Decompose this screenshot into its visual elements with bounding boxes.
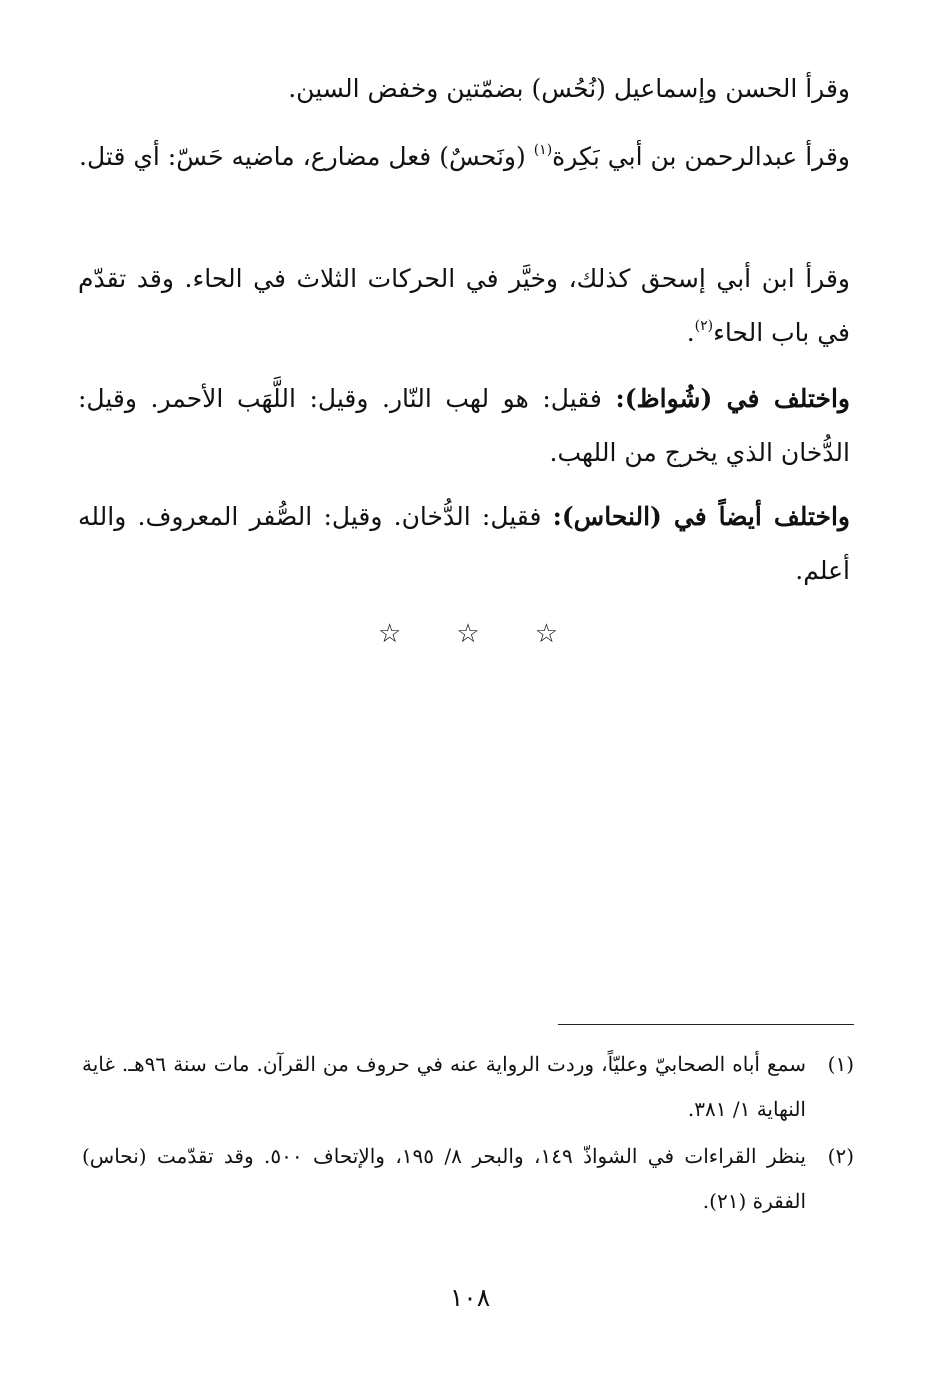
paragraph-1-text: وقرأ الحسن وإسماعيل (نُحُس) بضمّتين وخفض السين. [288,74,850,103]
paragraph-2 [78,130,850,184]
paragraph-3-text-end: . [686,318,695,347]
footnote-2-text: ينظر القراءات في الشواذّ ١٤٩، والبحر ٨/ ١٩٥، والإتحاف ٥٠٠. وقد تقدّمت (نحاس) الفقرة (٢١). [82,1144,806,1213]
paragraph-5-heading: واختلف أيضاً في (النحاس): [552,502,850,531]
star-icon: ☆ [378,619,402,649]
paragraph-3-text-start: وقرأ ابن أبي إسحق كذلك، وخيَّر في الحركات الثلاث في الحاء. وقد تقدّم في باب الحاء [78,264,850,347]
paragraph-4 [78,372,850,480]
footnote-2-number: (٢) [827,1144,854,1168]
footnote-1-text: سمع أباه الصحابيّ وعليّاً، وردت الرواية عنه في حروف من القرآن. مات سنة ٩٦هـ. غاية النهاية ١/ ٣٨١. [82,1052,807,1121]
paragraph-2-text-start: وقرأ عبدالرحمن بن أبي بَكِرة [552,142,850,171]
footnote-2 [82,1134,854,1224]
paragraph-1 [78,62,850,116]
paragraph-4-heading: واختلف في (شُواظ): [615,384,850,413]
section-separator [378,614,558,654]
footnote-divider [558,1024,854,1025]
footnotes [82,1042,854,1224]
footnote-ref-2[interactable]: (٢) [694,317,714,334]
star-icon: ☆ [456,619,480,649]
footnote-1 [82,1042,854,1132]
page-number: ١٠٨ [449,1283,491,1312]
paragraph-4-text: فقيل: هو لهب النّار. وقيل: اللَّهَب الأحمر. وقيل: الدُّخان الذي يخرج من اللهب. [78,384,850,467]
paragraph-3 [78,252,850,360]
footnote-1-number: (١) [827,1052,854,1076]
star-icon: ☆ [534,619,558,649]
paragraph-5 [78,490,850,598]
paragraph-2-text-end: (ونَحسٌ) فعل مضارع، ماضيه حَسّ: أي قتل. [79,142,534,171]
footnote-ref-1[interactable]: (١) [533,141,553,158]
paragraph-5-text: فقيل: الدُّخان. وقيل: الصُّفر المعروف. والله أعلم. [78,502,850,585]
